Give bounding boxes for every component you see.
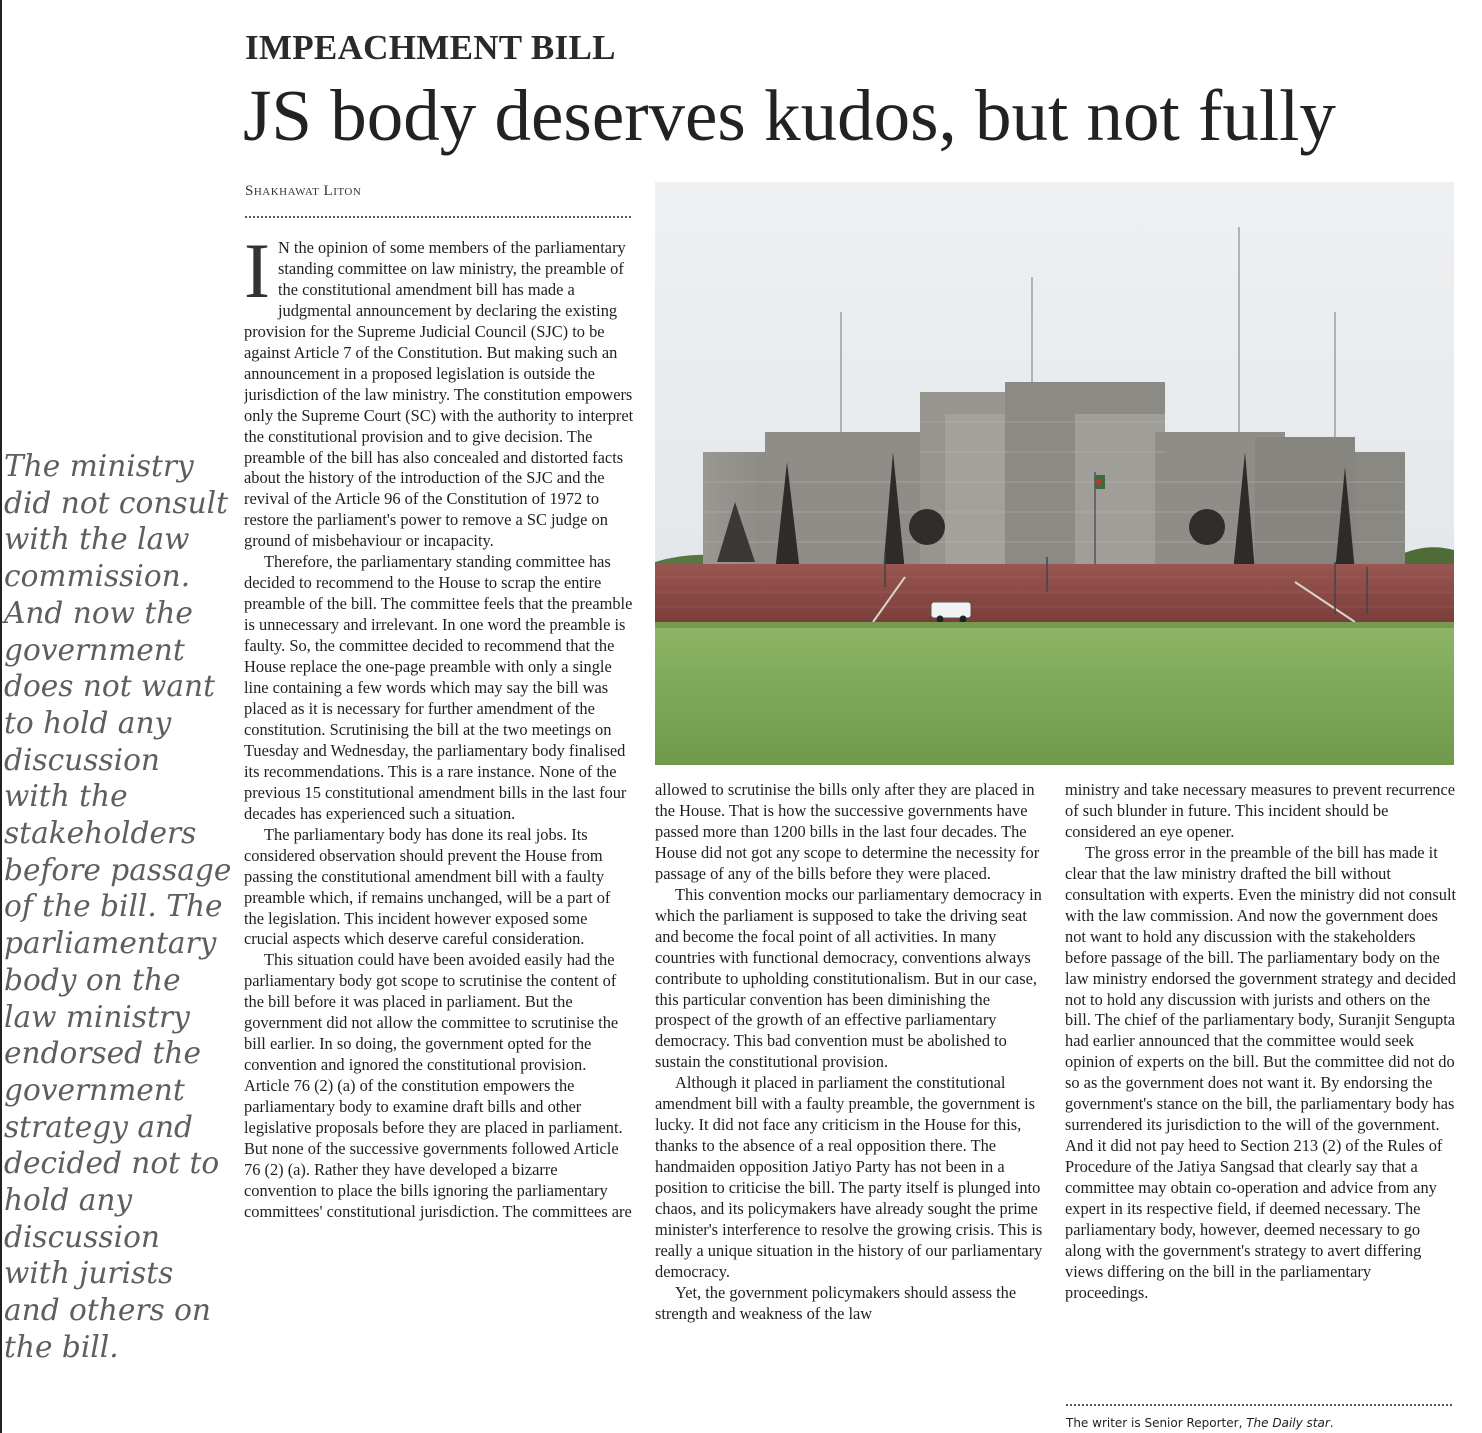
- footnote-divider: [1066, 1404, 1452, 1406]
- column-3-paragraph-1: ministry and take necessary measures to prevent recurrence of such blunder in future. This incident should be considered an eye opener.: [1065, 780, 1456, 841]
- left-edge-rule: [0, 0, 2, 1433]
- article-column-1: [244, 238, 634, 1433]
- pull-quote: The ministry did not consult with the law commission. And now the government does not want to hold any discussion with the stakeholders before passage of the bill. The parliamentary body on the law ministry endorsed the government strategy and decided not to hold any discussion with jurists and others on the bill.: [4, 449, 232, 1364]
- drop-cap: I: [244, 238, 270, 314]
- footnote-prefix: The writer is Senior Reporter,: [1066, 1416, 1247, 1430]
- column-3-paragraph-2: The gross error in the preamble of the bill has made it clear that the law ministry drafted the bill without consultation with experts. Even the ministry did not consult with the law commission. And now the government does not want to hold any discussion with the stakeholders before passage of the bill. The parliamentary body on the law ministry endorsed the government strategy and decided not to hold any discussion with jurists and others on the bill. The chief of the parliamentary body, Suranjit Sengupta had earlier announced that the committee would seek opinion of experts on the bill. But the committee did not do so as the government does not want it. By endorsing the government's stance on the bill, the parliamentary body has surrendered its jurisdiction to the will of the government. And it did not pay heed to Section 213 (2) of the Rules of Procedure of the Jatiya Sangsad that clearly say that a committee may obtain co-operation and advice from any expert in its respective field, if deemed necessary. The parliamentary body, however, deemed necessary to go along with the government's strategy to avert differing views differing on the bill in the parliamentary proceedings.: [1065, 842, 1457, 1302]
- article-column-2: [655, 780, 1045, 1433]
- article-byline: Shakhawat Liton: [245, 183, 362, 199]
- column-2-paragraph-2: This convention mocks our parliamentary democracy in which the parliament is supposed to take the driving seat and become the focal point of all activities. In many countries with functional democracy, conventions always contribute to upholding constitutionalism. But in our case, this particular convention has been diminishing the prospect of the growth of an effective parliamentary democracy. This bad convention must be abolished to sustain the constitutional provision.: [655, 884, 1042, 1072]
- article-kicker: IMPEACHMENT BILL: [245, 28, 616, 67]
- footnote-publication: The Daily star: [1246, 1416, 1330, 1430]
- article-column-3: [1065, 780, 1458, 1392]
- column-2-paragraph-4: Yet, the government policymakers should assess the strength and weakness of the law: [655, 1282, 1017, 1323]
- column-1-paragraph-3: The parliamentary body has done its real jobs. Its considered observation should prevent the House from passing the constitutional amendment bill with a faulty preamble which, if remains unchanged, will be a part of the legislation. This incident however exposed some crucial aspects which deserve careful consideration.: [244, 824, 611, 949]
- parliament-photo: [655, 182, 1454, 765]
- column-2-paragraph-3: Although it placed in parliament the constitutional amendment bill with a faulty preamble, the government is lucky. It did not face any criticism in the House for this, thanks to the absence of a real opposition there. The handmaiden opposition Jatiyo Party has not been in a position to criticise the bill. The party itself is plunged into chaos, and its policymakers have already sought the prime minister's interference to resolve the growing crisis. This is really a unique situation in the history of our parliamentary democracy.: [655, 1073, 1043, 1281]
- footnote-suffix: .: [1329, 1416, 1334, 1430]
- writer-footnote: [1066, 1416, 1334, 1430]
- column-1-paragraph-4: This situation could have been avoided easily had the parliamentary body got scope to scrutinise the content of the bill before it was placed in parliament. But the government did not allow the committee to scrutinise the bill earlier. In so doing, the government opted for the convention and ignored the constitutional provision. Article 76 (2) (a) of the constitution empowers the parliamentary body to examine draft bills and other legislative proposals before they are placed in parliament. But none of the successive governments followed Article 76 (2) (a). Rather they have developed a bizarre convention to place the bills ignoring the parliamentary committees' constitutional jurisdiction. The committees are: [244, 950, 632, 1221]
- article-headline: JS body deserves kudos, but not fully: [243, 75, 1336, 156]
- column-2-paragraph-1: allowed to scrutinise the bills only after they are placed in the House. That is how the successive governments have passed more than 1200 bills in the last four decades. The House did not got any scope to determine the necessity for passage of any of the bills before they were placed.: [655, 780, 1040, 883]
- column-1-paragraph-1: [244, 238, 634, 552]
- column-1-paragraph-2: Therefore, the parliamentary standing committee has decided to recommend to the House to scrap the entire preamble of the bill. The committee feels that the preamble is unnecessary and irrelevant. In one word the preamble is faulty. So, the committee decided to recommend that the House replace the one-page preamble with only a single line containing a few words which may say the bill was placed as it is necessary for further amendment of the constitution. Scrutinising the bill at the two meetings on Tuesday and Wednesday, the parliamentary body finalised its recommendations. This is a rare instance. None of the previous 15 constitutional amendment bills in the last four decades has experienced such a situation.: [244, 552, 633, 823]
- paragraph-text: N the opinion of some members of the parliamentary standing committee on law ministry, the preamble of the constitutional amendment bill has made a judgmental announcement by declaring the existing provision for the Supreme Judicial Council (SJC) to be against Article 7 of the Constitution. But making such an announcement in a proposed legislation is outside the jurisdiction of the law ministry. The constitution empowers only the Supreme Court (SC) with the authority to interpret the constitutional provision and to give decision. The preamble of the bill has also concealed and distorted facts about the history of the introduction of the SJC and the revival of the Article 96 of the Constitution of 1972 to restore the parliament's power to remove a SC judge on ground of misbehaviour or incapacity.: [244, 238, 634, 551]
- byline-divider: [245, 216, 631, 218]
